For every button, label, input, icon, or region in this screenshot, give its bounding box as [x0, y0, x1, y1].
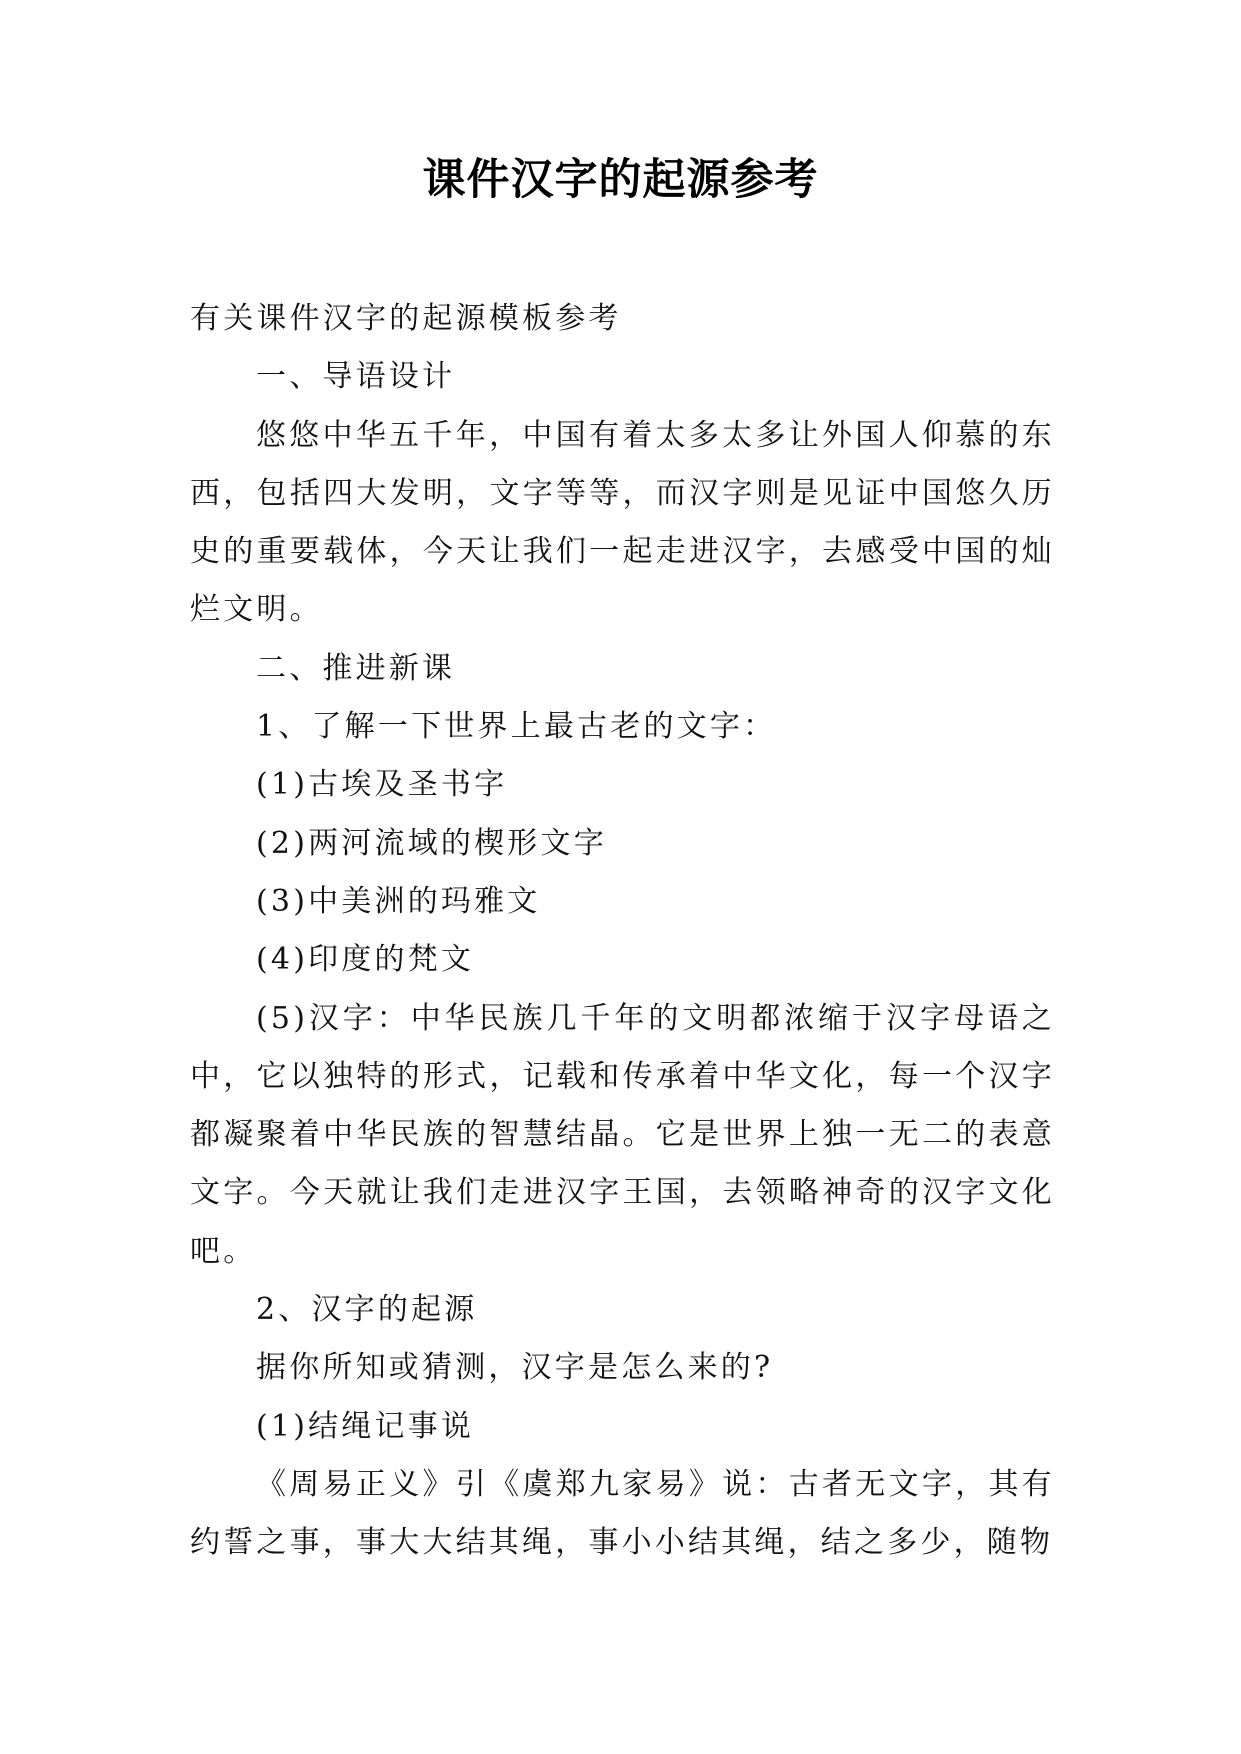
list-heading-oldest-scripts: 1、了解一下世界上最古老的文字：	[256, 709, 777, 745]
document-body	[190, 290, 1055, 1573]
paragraph-intro: 有关课件汉字的起源模板参考	[190, 301, 622, 336]
section-heading-lead-in: 一、导语设计	[256, 359, 456, 395]
list-item: (1)结绳记事说	[256, 1408, 475, 1444]
list-item: (4)印度的梵文	[256, 942, 475, 978]
document-title: 课件汉字的起源参考	[422, 155, 819, 205]
paragraph-quote: 《周易正义》引《虞郑九家易》说：古者无文字，其有约誓之事，事大大结其绳，事小小结其绳，结之多少，随物	[190, 1466, 1055, 1561]
list-item: (1)古埃及圣书字	[256, 767, 508, 803]
list-heading-origin: 2、汉字的起源	[256, 1292, 478, 1328]
paragraph-lead-in: 悠悠中华五千年，中国有着太多太多让外国人仰慕的东西，包括四大发明，文字等等，而汉字则是见证中国悠久历史的重要载体，今天让我们一起走进汉字，去感受中国的灿烂文明。	[190, 417, 1055, 628]
section-heading-new-lesson: 二、推进新课	[256, 650, 456, 686]
list-item: (5)汉字：中华民族几千年的文明都浓缩于汉字母语之中，它以独特的形式，记载和传承着中华文化，每一个汉字都凝聚着中华民族的智慧结晶。它是世界上独一无二的表意文字。今天就让我们走进汉字王国，去领略神奇的汉字文化吧。	[190, 1000, 1055, 1269]
list-item: (2)两河流域的楔形文字	[256, 825, 607, 861]
paragraph-question: 据你所知或猜测，汉字是怎么来的?	[256, 1350, 774, 1386]
list-item: (3)中美洲的玛雅文	[256, 883, 541, 919]
